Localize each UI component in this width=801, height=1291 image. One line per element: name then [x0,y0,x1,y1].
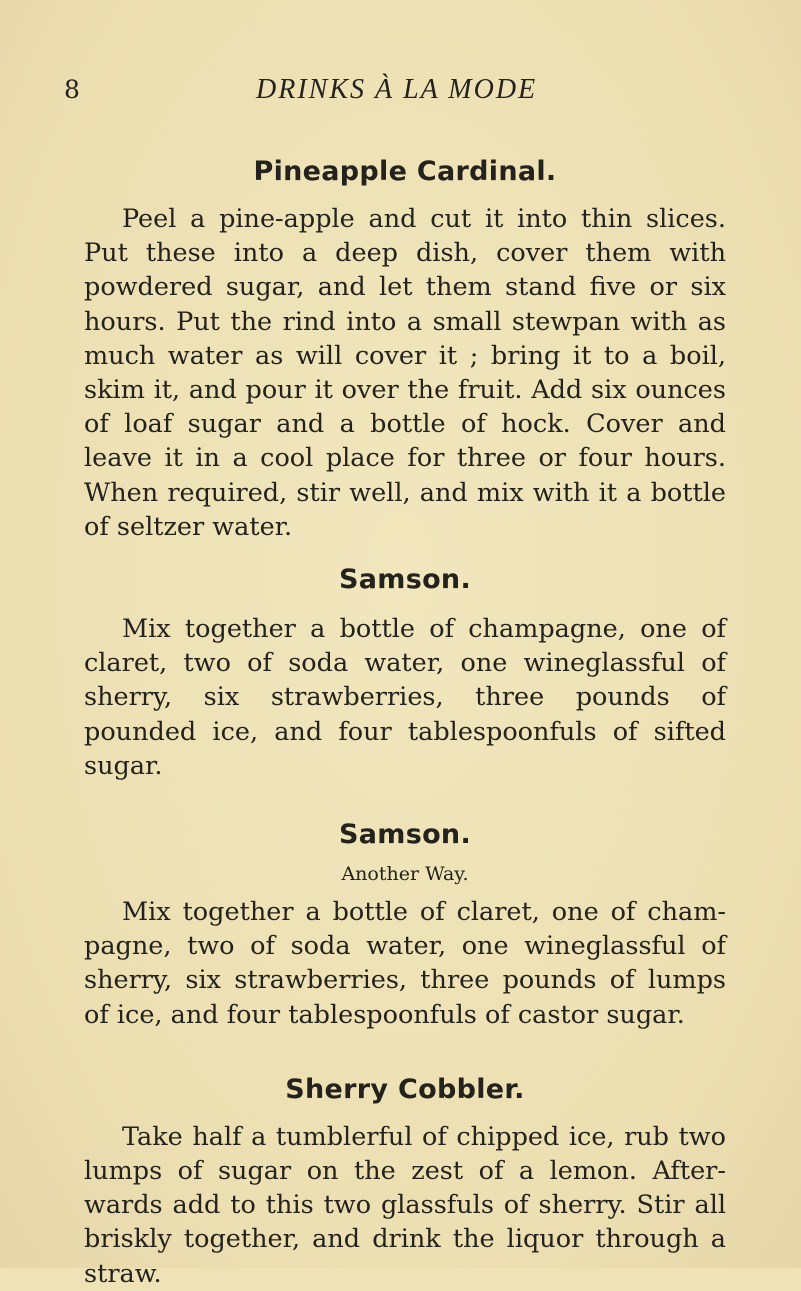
recipe-title: Samson. [339,819,471,851]
page-number: 8 [64,75,80,104]
recipe-text: Peel a pine-apple and cut it into thin slices. Put these into a deep dish, cover them with powdered sugar, and let them stand five or six hours. Put the rind into a small stewpan with as much water as will cover it ; bring it to a boil, skim it, and pour it over the fruit. Add six ounces of loaf sugar and a bottle of hock. Cover and leave it in a cool place for three or four hours. When required, stir well, and mix with it a bottle of seltzer water. [84,204,726,542]
recipe-sherry-cobbler [84,1070,726,1291]
recipe-subtitle: Another Way. [341,863,469,886]
recipe-title: Samson. [339,564,471,596]
recipe-samson-another-way [84,815,726,1032]
recipe-text: Take half a tumblerful of chipped ice, rub two lumps of sugar on the zest of a lemon. After- wards add to this two glassfuls of sherry. Stir all briskly together, and drink the liquor through a straw. [84,1121,726,1289]
page-content [84,152,726,1291]
recipe-text: Mix together a bottle of claret, one of cham- pagne, two of soda water, one wineglassful of sherry, six strawberries, three pounds of lumps of ice, and four tablespoonfuls of castor sugar. [84,897,726,1030]
running-head [64,72,584,112]
recipe-text: Mix together a bottle of champagne, one of claret, two of soda water, one wineglassful of sherry, six strawberries, three pounds of pounded ice, and four tablespoonfuls of sifted sugar. [84,614,726,781]
recipe-pineapple-cardinal [84,152,726,544]
recipe-title: Pineapple Cardinal. [253,156,557,187]
running-title: DRINKS À LA MODE [256,74,538,105]
recipe-title: Sherry Cobbler. [285,1073,525,1105]
recipe-samson [84,560,726,783]
